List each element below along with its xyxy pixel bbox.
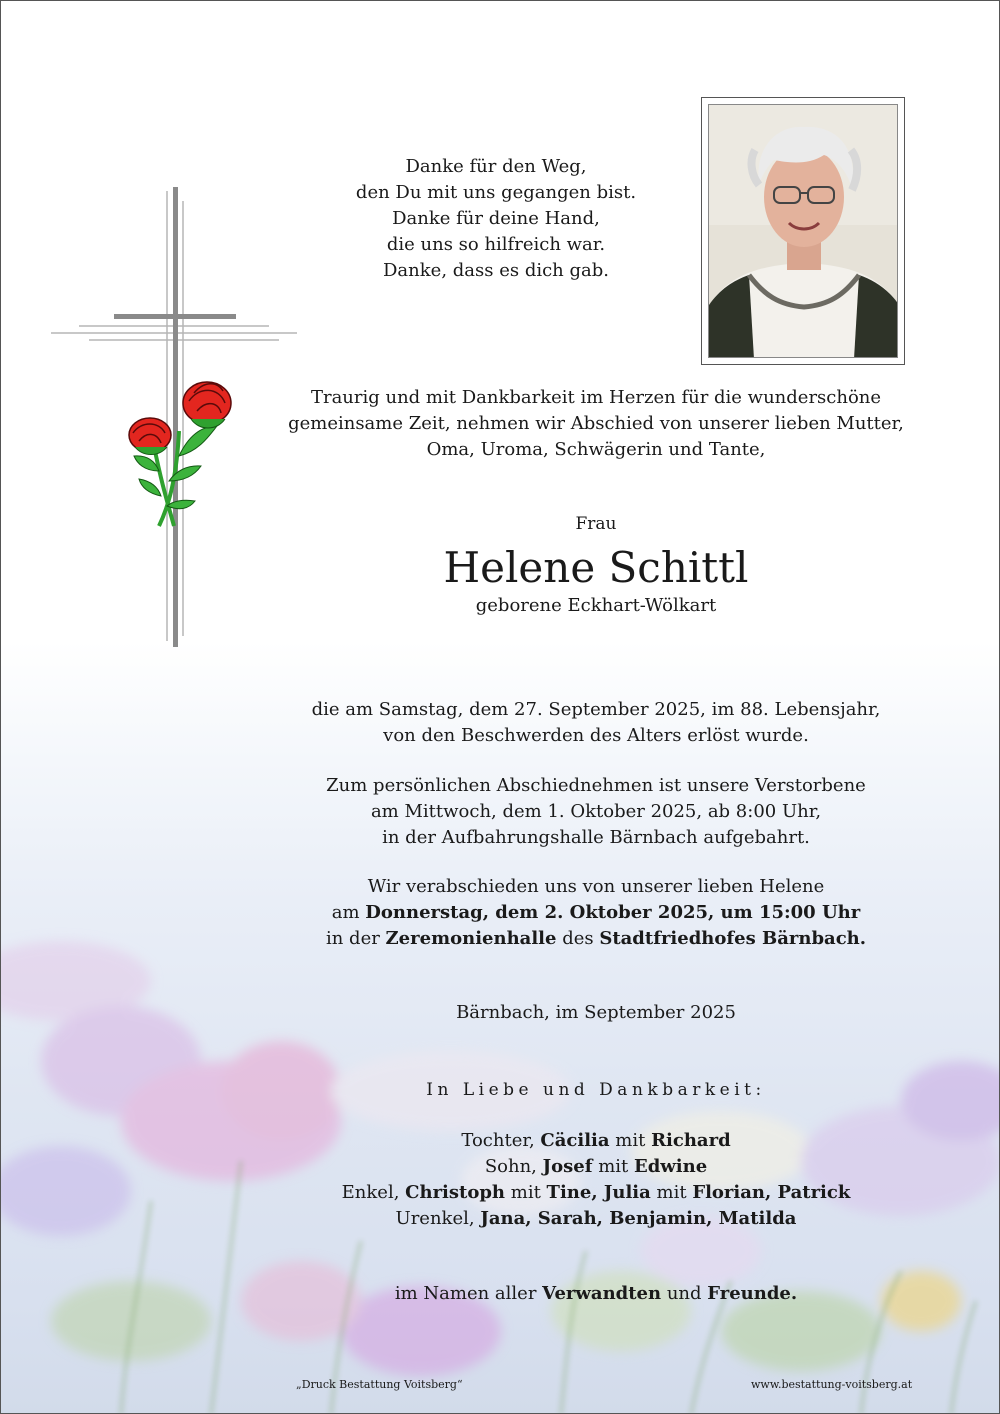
poem-line: die uns so hilfreich war. — [386, 234, 606, 255]
farewell-prefix: in der — [325, 928, 386, 949]
poem-line: Danke, dass es dich gab. — [383, 260, 609, 281]
family-name: Tine, Julia — [546, 1182, 651, 1203]
family-name: Richard — [651, 1130, 731, 1151]
family-name: Christoph — [405, 1182, 506, 1203]
birth-name: geborene Eckhart-Wölkart — [475, 595, 717, 616]
rose-icon — [129, 382, 231, 526]
death-notice — [281, 697, 911, 749]
family-row — [281, 1128, 911, 1154]
family-role: Sohn, — [484, 1156, 543, 1177]
closing-line — [281, 1281, 911, 1307]
poem-line: den Du mit uns gegangen bist. — [355, 182, 637, 203]
website-link[interactable]: www.bestattung-voitsberg.at — [751, 1378, 913, 1391]
family-connector: mit — [592, 1156, 634, 1177]
family-role: Tochter, — [461, 1130, 541, 1151]
family-row — [281, 1180, 911, 1206]
family-connector: mit — [650, 1182, 693, 1203]
printer-credit: „Druck Bestattung Voitsberg“ — [296, 1378, 463, 1391]
viewing-line: am Mittwoch, dem 1. Oktober 2025, ab 8:00 Uhr, — [370, 801, 822, 822]
viewing-line: in der Aufbahrungshalle Bärnbach aufgebahrt. — [382, 827, 810, 848]
closing-relatives: Verwandten — [542, 1283, 662, 1304]
intro-line: Traurig und mit Dankbarkeit im Herzen für die wunderschöne — [310, 387, 882, 408]
intro-line: gemeinsame Zeit, nehmen wir Abschied von unserer lieben Mutter, — [288, 413, 904, 434]
farewell-line: Wir verabschieden uns von unserer lieben Helene — [367, 876, 825, 897]
poem-line: Danke für den Weg, — [405, 156, 587, 177]
family-row — [281, 1206, 911, 1232]
farewell-mid: des — [556, 928, 600, 949]
family-role: Enkel, — [341, 1182, 406, 1203]
family-connector: mit — [609, 1130, 652, 1151]
portrait-frame — [701, 97, 905, 365]
farewell-line — [281, 926, 911, 952]
farewell-date: Donnerstag, dem 2. Oktober 2025, um 15:00 Uhr — [365, 902, 861, 923]
viewing-line: Zum persönlichen Abschiednehmen ist unsere Verstorbene — [326, 775, 866, 796]
family-name: Cäcilia — [540, 1130, 610, 1151]
family-row — [281, 1154, 911, 1180]
family-name: Florian, Patrick — [692, 1182, 851, 1203]
family-list — [281, 1128, 911, 1232]
viewing-notice — [281, 773, 911, 851]
deceased-name: Helene Schittl — [443, 543, 749, 592]
farewell-cemetery: Stadtfriedhofes Bärnbach. — [599, 928, 867, 949]
death-notice-line: von den Beschwerden des Alters erlöst wurde. — [383, 725, 809, 746]
place-date: Bärnbach, im September 2025 — [456, 1002, 736, 1023]
salutation: Frau — [575, 514, 617, 534]
death-notice-line: die am Samstag, dem 27. September 2025, im 88. Lebensjahr, — [311, 699, 881, 720]
poem — [301, 154, 691, 284]
poem-line: Danke für deine Hand, — [392, 208, 600, 229]
farewell-prefix: am — [331, 902, 366, 923]
family-name: Jana, Sarah, Benjamin, Matilda — [480, 1208, 797, 1229]
in-love-heading: In Liebe und Dankbarkeit: — [426, 1080, 766, 1100]
farewell-hall: Zeremonienhalle — [385, 928, 557, 949]
family-connector: mit — [505, 1182, 547, 1203]
intro-line: Oma, Uroma, Schwägerin und Tante, — [426, 439, 766, 460]
family-role: Urenkel, — [395, 1208, 481, 1229]
farewell-notice — [281, 874, 911, 952]
portrait-photo — [708, 104, 898, 358]
family-name: Josef — [542, 1156, 593, 1177]
farewell-line — [281, 900, 911, 926]
family-name: Edwine — [633, 1156, 708, 1177]
closing-prefix: im Namen aller — [394, 1283, 543, 1304]
intro-text — [281, 385, 911, 463]
cross-icon — [49, 181, 309, 651]
closing-mid: und — [661, 1283, 708, 1304]
closing-friends: Freunde. — [707, 1283, 798, 1304]
